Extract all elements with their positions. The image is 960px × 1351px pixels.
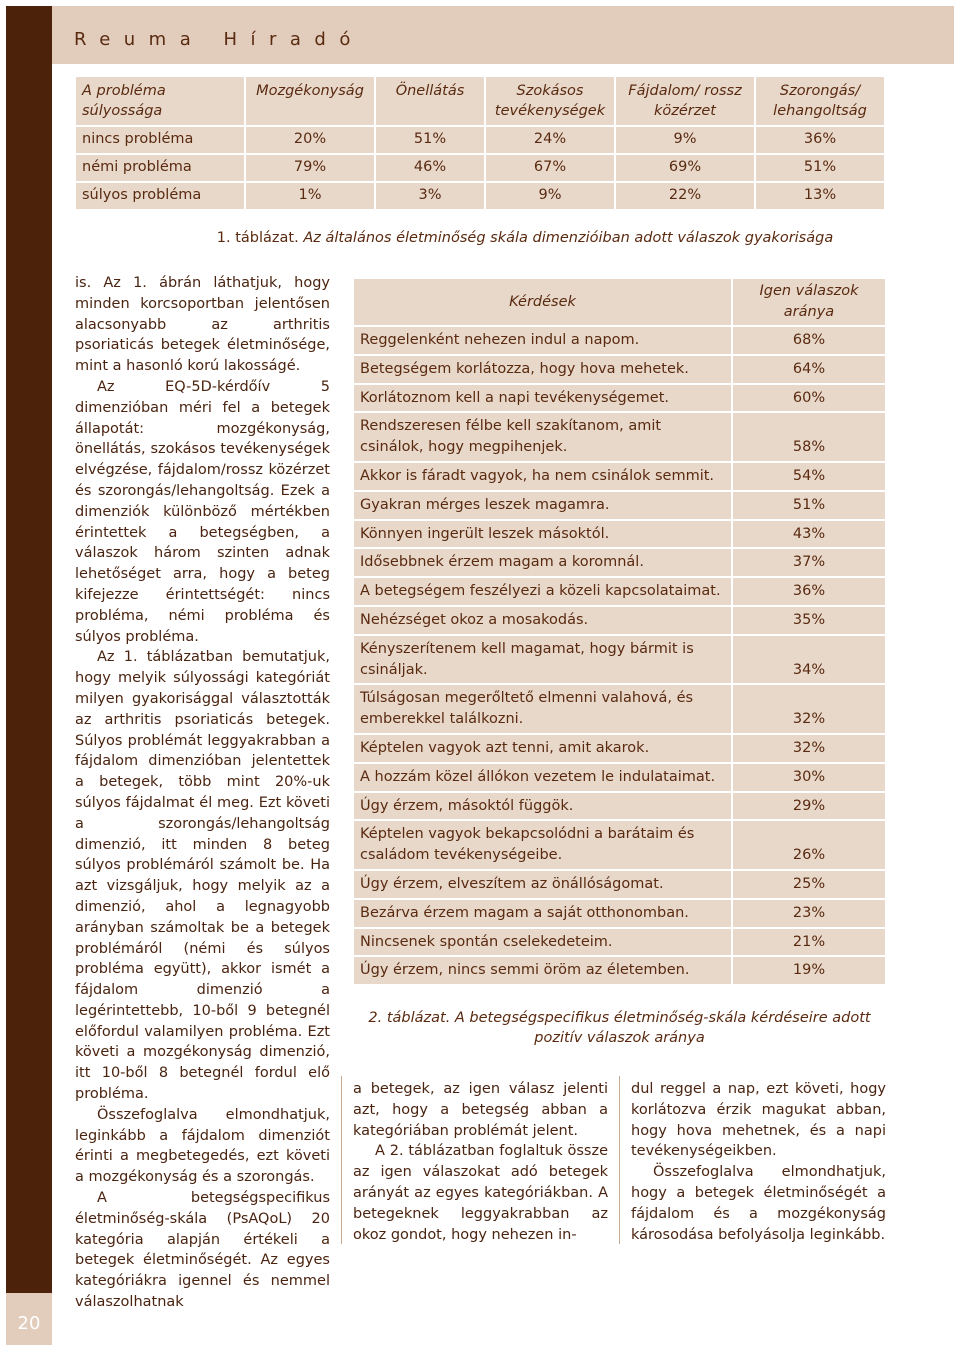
table-1-cell: 36% xyxy=(755,126,885,154)
question-cell: Kényszerítenem kell magamat, hogy bármit is csináljak. xyxy=(353,635,732,685)
table-1-cell: 13% xyxy=(755,182,885,210)
percentage-cell: 32% xyxy=(732,684,886,734)
question-cell: Gyakran mérges leszek magamra. xyxy=(353,491,732,520)
percentage-cell: 64% xyxy=(732,355,886,384)
percentage-cell: 35% xyxy=(732,606,886,635)
question-cell: Nehézséget okoz a mosakodás. xyxy=(353,606,732,635)
table-row xyxy=(353,491,886,520)
percentage-cell: 60% xyxy=(732,384,886,413)
journal-title: Reuma Híradó xyxy=(74,29,364,50)
table-1-cell: 69% xyxy=(615,154,755,182)
percentage-cell: 30% xyxy=(732,763,886,792)
question-cell: Képtelen vagyok bekapcsolódni a barátaim és családom tevékenységeibe. xyxy=(353,820,732,870)
table-row xyxy=(353,384,886,413)
percentage-cell: 32% xyxy=(732,734,886,763)
percentage-cell: 43% xyxy=(732,520,886,549)
table-1-header-cell: Szorongás/ lehangoltság xyxy=(755,76,885,126)
question-cell: Akkor is fáradt vagyok, ha nem csinálok semmit. xyxy=(353,462,732,491)
table-row xyxy=(353,635,886,685)
paragraph: Összefoglalva elmondhatjuk, leginkább a fájdalom dimenziót érinti a megbetegedés, ezt követi a mozgékonyság és a szorongás. xyxy=(75,1106,330,1186)
paragraph: A 2. táblázatban foglaltuk össze az igen válaszokat adó betegek arányát az egyes kategóriákban. A betegeknek leggyakrabban az okoz gondot, hogy nehezen in- xyxy=(353,1143,608,1243)
table-1-header-cell: Fájdalom/ rossz közérzet xyxy=(615,76,755,126)
table-1-cell: 9% xyxy=(485,182,615,210)
paragraph: dul reggel a nap, ezt követi, hogy korlátozva érzik magukat abban, hogy hova mehetnek, és a napi tevékenységeikben. xyxy=(631,1081,886,1160)
table-row xyxy=(353,734,886,763)
table-2-header-cell: Kérdések xyxy=(353,278,732,326)
table-1-cell: 3% xyxy=(375,182,485,210)
question-cell: Könnyen ingerült leszek másoktól. xyxy=(353,520,732,549)
question-cell: Úgy érzem, nincs semmi öröm az életemben. xyxy=(353,956,732,985)
table-row xyxy=(353,899,886,928)
question-cell: Korlátoznom kell a napi tevékenységemet. xyxy=(353,384,732,413)
table-1-header-cell: Szokásos tevékenységek xyxy=(485,76,615,126)
table-row xyxy=(353,792,886,821)
table-1-cell: 46% xyxy=(375,154,485,182)
paragraph: is. Az 1. ábrán láthatjuk, hogy minden korcsoportban jelentősen alacsonyabb az arthritis psoriaticás betegek életminősége, mint a hasonló korú lakosságé. xyxy=(75,275,330,375)
paragraph: A betegségspecifikus életminőség-skála (PsAQoL) 20 kategória alapján értékeli a betegek életminőségét. Az egyes kategóriákra igennel és nemmel válaszolhatnak xyxy=(75,1190,330,1311)
table-1-cell: 51% xyxy=(375,126,485,154)
table-row xyxy=(353,326,886,355)
table-row xyxy=(353,548,886,577)
table-row xyxy=(353,763,886,792)
table-row xyxy=(353,956,886,985)
question-cell: Képtelen vagyok azt tenni, amit akarok. xyxy=(353,734,732,763)
table-2-body xyxy=(353,326,886,985)
right-text-column xyxy=(631,1079,886,1245)
percentage-cell: 58% xyxy=(732,412,886,462)
table-1-cell: 24% xyxy=(485,126,615,154)
table-row xyxy=(75,126,885,154)
table-row xyxy=(75,154,885,182)
percentage-cell: 54% xyxy=(732,462,886,491)
table-1-cell: 1% xyxy=(245,182,375,210)
table-1-cell: 20% xyxy=(245,126,375,154)
question-cell: Túlságosan megerőltető elmenni valahová, és emberekkel találkozni. xyxy=(353,684,732,734)
question-cell: Nincsenek spontán cselekedeteim. xyxy=(353,928,732,957)
column-divider xyxy=(341,1076,342,1244)
percentage-cell: 37% xyxy=(732,548,886,577)
percentage-cell: 34% xyxy=(732,635,886,685)
percentage-cell: 36% xyxy=(732,577,886,606)
percentage-cell: 23% xyxy=(732,899,886,928)
question-cell: Úgy érzem, másoktól függök. xyxy=(353,792,732,821)
table-1-caption-label: 1. táblázat. xyxy=(216,230,299,246)
table-row xyxy=(353,355,886,384)
table-2 xyxy=(353,278,886,985)
table-row xyxy=(353,820,886,870)
table-1-header-cell: Mozgékonyság xyxy=(245,76,375,126)
left-text-column xyxy=(75,273,330,1313)
table-row xyxy=(353,412,886,462)
question-cell: Idősebbnek érzem magam a koromnál. xyxy=(353,548,732,577)
percentage-cell: 25% xyxy=(732,870,886,899)
question-cell: A betegségem feszélyezi a közeli kapcsolataimat. xyxy=(353,577,732,606)
table-1-cell: némi probléma xyxy=(75,154,245,182)
table-1-cell: súlyos probléma xyxy=(75,182,245,210)
question-cell: A hozzám közel állókon vezetem le indulataimat. xyxy=(353,763,732,792)
paragraph: a betegek, az igen válasz jelenti azt, hogy a betegség abban a kategóriában problémát jelent. xyxy=(353,1081,608,1139)
table-1-header-cell: A probléma súlyossága xyxy=(75,76,245,126)
table-2-caption: 2. táblázat. A betegségspecifikus életminőség-skála kérdéseire adott pozitív válaszok aránya xyxy=(368,1010,871,1046)
table-row xyxy=(353,870,886,899)
table-2-header-row xyxy=(353,278,886,326)
percentage-cell: 19% xyxy=(732,956,886,985)
table-1-header-row xyxy=(75,76,885,126)
table-row xyxy=(353,577,886,606)
table-1-cell: 79% xyxy=(245,154,375,182)
percentage-cell: 51% xyxy=(732,491,886,520)
percentage-cell: 21% xyxy=(732,928,886,957)
question-cell: Úgy érzem, elveszítem az önállóságomat. xyxy=(353,870,732,899)
paragraph: Az 1. táblázatban bemutatjuk, hogy melyik súlyossági kategóriát milyen gyakorisággal választották az arthritis psoriaticás betegek. Súlyos problémát leggyakrabban a fájdalom dimenzióban jelentettek a betegek, több mint 20%-uk súlyos fájdalmat él meg. Ezt követi a szorongás/lehangoltság dimenzió, itt minden 8 beteg súlyos problémáról számolt be. Ha azt vizsgáljuk, hogy melyik az a dimenzió, ahol a legnagyobb arányban számoltak be a betegek problémáról (némi és súlyos probléma együtt), akkor ismét a fájdalom dimenzió a legérintettebb, 10-ből 9 betegnél előfordul valamilyen probléma. Ezt követi a mozgékonyság dimenzió, itt 10-ből 8 betegnél fordul elő probléma. xyxy=(75,649,330,1103)
table-row xyxy=(353,520,886,549)
table-row xyxy=(353,462,886,491)
percentage-cell: 29% xyxy=(732,792,886,821)
middle-text-column xyxy=(353,1079,608,1245)
question-cell: Bezárva érzem magam a saját otthonomban. xyxy=(353,899,732,928)
paragraph: Az EQ-5D-kérdőív 5 dimenzióban méri fel a betegek állapotát: mozgékonyság, önellátás, szokásos tevékenységek elvégzése, fájdalom/rossz közérzet és szorongás/lehangoltság. Ezek a dimenziók különböző mértékben érintettek a betegségben, a válaszok három szinten adnak lehetőséget arra, hogy a beteg kifejezze érintettségét: nincs probléma, némi probléma és súlyos probléma. xyxy=(75,378,330,645)
column-divider xyxy=(619,1076,620,1244)
question-cell: Betegségem korlátozza, hogy hova mehetek. xyxy=(353,355,732,384)
table-1-cell: 51% xyxy=(755,154,885,182)
table-1-cell: nincs probléma xyxy=(75,126,245,154)
percentage-cell: 68% xyxy=(732,326,886,355)
paragraph: Összefoglalva elmondhatjuk, hogy a betegek életminőségét a fájdalom és a mozgékonyság károsodása befolyásolja leginkább. xyxy=(631,1164,886,1243)
table-row xyxy=(353,928,886,957)
question-cell: Reggelenként nehezen indul a napom. xyxy=(353,326,732,355)
table-1-header-cell: Önellátás xyxy=(375,76,485,126)
table-1-caption-text: Az általános életminőség skála dimenzióiban adott válaszok gyakorisága xyxy=(303,230,834,246)
table-row xyxy=(75,182,885,210)
table-1-cell: 22% xyxy=(615,182,755,210)
table-row xyxy=(353,684,886,734)
question-cell: Rendszeresen félbe kell szakítanom, amit csinálok, hogy megpihenjek. xyxy=(353,412,732,462)
percentage-cell: 26% xyxy=(732,820,886,870)
table-1-cell: 67% xyxy=(485,154,615,182)
table-2-header-cell: Igen válaszok aránya xyxy=(732,278,886,326)
sidebar-bar xyxy=(6,6,52,1293)
table-1 xyxy=(75,76,885,210)
page-number: 20 xyxy=(17,1313,41,1334)
table-1-caption xyxy=(75,230,960,246)
table-row xyxy=(353,606,886,635)
table-1-cell: 9% xyxy=(615,126,755,154)
